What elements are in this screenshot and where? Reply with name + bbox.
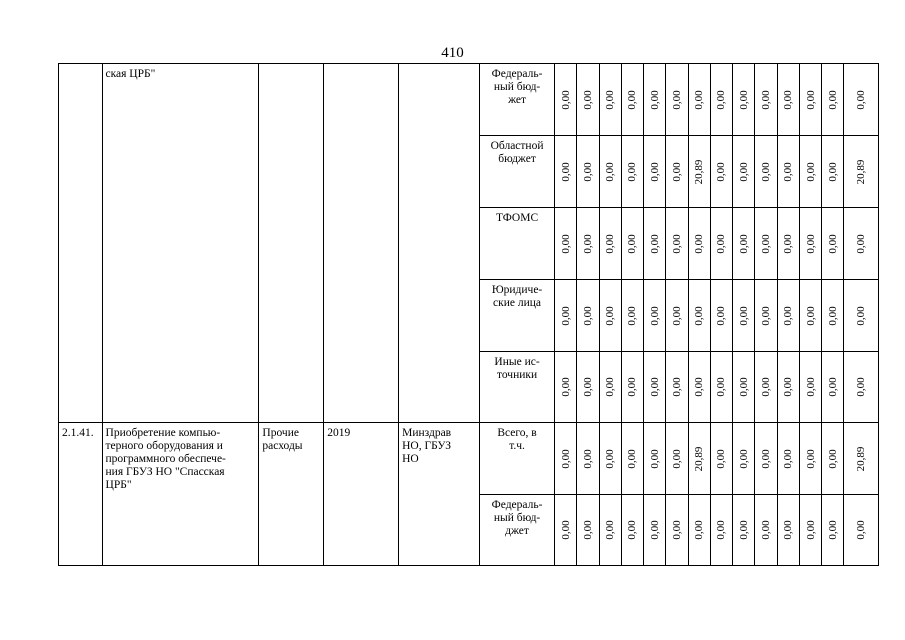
value-text: 0,00 [581, 161, 594, 182]
value-text: 0,00 [670, 89, 683, 110]
value-text: 0,00 [626, 305, 639, 326]
value-text: 0,00 [604, 89, 617, 110]
value-text: 0,00 [804, 448, 817, 469]
value-cell [710, 208, 732, 280]
value-text: 0,00 [855, 520, 868, 540]
category-cell [259, 423, 324, 566]
value-cell [777, 495, 799, 566]
value-cell [577, 136, 599, 208]
value-text: 0,00 [855, 233, 868, 254]
value-text: 0,00 [855, 89, 868, 110]
value-text: 0,00 [804, 89, 817, 110]
value-cell [688, 208, 710, 280]
value-text: 0,00 [559, 305, 572, 326]
value-cell [733, 64, 755, 136]
value-text: 0,00 [604, 233, 617, 254]
value-cell [644, 423, 666, 495]
value-cell [621, 423, 643, 495]
value-text: 0,00 [737, 520, 750, 540]
value-cell [777, 208, 799, 280]
value-cell [799, 495, 821, 566]
value-text: 0,00 [604, 305, 617, 326]
value-text: 0,00 [581, 233, 594, 254]
value-text: 0,00 [715, 233, 728, 254]
value-text: 0,00 [648, 520, 661, 540]
code-cell-text: 2.1.41. [62, 427, 94, 439]
value-cell [844, 64, 879, 136]
value-cell [599, 64, 621, 136]
value-cell [577, 64, 599, 136]
funding-source-cell-text: Федераль- ный бюд- жет [491, 68, 543, 106]
value-cell [599, 136, 621, 208]
name-cell-text: ская ЦРБ" [105, 68, 156, 80]
value-cell [621, 64, 643, 136]
value-cell [599, 208, 621, 280]
value-text: 0,00 [737, 161, 750, 182]
value-text: 0,00 [760, 89, 773, 110]
value-text: 0,00 [737, 89, 750, 110]
funding-source-cell [480, 208, 555, 280]
value-text: 0,00 [804, 161, 817, 182]
value-cell [822, 280, 844, 352]
value-text: 0,00 [804, 520, 817, 540]
value-text: 0,00 [855, 377, 868, 397]
value-text: 0,00 [670, 520, 683, 540]
value-cell [733, 352, 755, 423]
value-cell [755, 136, 777, 208]
value-cell [555, 280, 577, 352]
value-cell [799, 64, 821, 136]
value-cell [688, 495, 710, 566]
value-text: 20,89 [693, 159, 706, 184]
page-number: 410 [441, 45, 464, 61]
value-cell [621, 280, 643, 352]
value-text: 0,00 [782, 89, 795, 110]
category-cell [259, 64, 324, 423]
value-cell [666, 495, 688, 566]
value-cell [755, 423, 777, 495]
value-text: 0,00 [782, 305, 795, 326]
value-cell [555, 208, 577, 280]
funding-source-cell [480, 280, 555, 352]
value-cell [799, 208, 821, 280]
value-text: 0,00 [782, 520, 795, 540]
value-text: 0,00 [715, 161, 728, 182]
value-cell [710, 280, 732, 352]
value-cell [688, 423, 710, 495]
value-text: 0,00 [626, 520, 639, 540]
value-text: 0,00 [604, 377, 617, 397]
value-cell [599, 495, 621, 566]
value-text: 0,00 [626, 448, 639, 469]
value-text: 0,00 [804, 233, 817, 254]
value-cell [733, 495, 755, 566]
executor-cell-text: Минздрав НО, ГБУЗ НО [402, 427, 452, 465]
value-cell [777, 64, 799, 136]
value-cell [844, 495, 879, 566]
value-cell [710, 136, 732, 208]
value-text: 0,00 [604, 520, 617, 540]
value-cell [621, 208, 643, 280]
funding-source-cell [480, 423, 555, 495]
value-cell [666, 352, 688, 423]
funding-source-cell-text: Иные ис- точники [494, 356, 540, 381]
value-text: 0,00 [670, 377, 683, 397]
value-text: 0,00 [760, 305, 773, 326]
value-text: 0,00 [581, 448, 594, 469]
value-text: 0,00 [559, 233, 572, 254]
value-cell [822, 352, 844, 423]
budget-table [58, 63, 879, 566]
value-cell [799, 136, 821, 208]
value-cell [666, 280, 688, 352]
value-cell [666, 136, 688, 208]
value-text: 0,00 [715, 377, 728, 397]
funding-source-cell [480, 136, 555, 208]
value-text: 0,00 [737, 233, 750, 254]
value-cell [688, 280, 710, 352]
value-text: 0,00 [782, 448, 795, 469]
value-text: 0,00 [693, 89, 706, 110]
value-cell [577, 423, 599, 495]
value-cell [644, 136, 666, 208]
value-text: 0,00 [826, 377, 839, 397]
value-text: 0,00 [648, 233, 661, 254]
value-text: 0,00 [581, 305, 594, 326]
value-text: 0,00 [626, 89, 639, 110]
value-cell [688, 136, 710, 208]
value-text: 0,00 [737, 377, 750, 397]
value-text: 0,00 [737, 305, 750, 326]
value-cell [844, 136, 879, 208]
value-text: 0,00 [782, 161, 795, 182]
value-text: 0,00 [626, 233, 639, 254]
value-text: 0,00 [760, 233, 773, 254]
value-cell [710, 64, 732, 136]
value-cell [755, 280, 777, 352]
value-text: 0,00 [626, 377, 639, 397]
value-text: 0,00 [760, 377, 773, 397]
value-text: 0,00 [826, 89, 839, 110]
value-text: 0,00 [559, 377, 572, 397]
value-cell [710, 423, 732, 495]
value-cell [555, 64, 577, 136]
category-cell-text: Прочие расходы [262, 427, 303, 452]
value-cell [555, 423, 577, 495]
value-cell [799, 280, 821, 352]
value-cell [555, 495, 577, 566]
value-text: 0,00 [826, 233, 839, 254]
value-text: 0,00 [559, 448, 572, 469]
value-text: 20,89 [855, 159, 868, 184]
year-cell-text: 2019 [327, 427, 351, 439]
value-cell [844, 423, 879, 495]
value-cell [555, 352, 577, 423]
funding-source-cell [480, 352, 555, 423]
value-text: 0,00 [604, 448, 617, 469]
value-cell [755, 352, 777, 423]
value-cell [822, 495, 844, 566]
value-cell [755, 64, 777, 136]
value-cell [688, 352, 710, 423]
value-cell [777, 280, 799, 352]
name-cell [102, 64, 259, 423]
value-cell [621, 495, 643, 566]
value-text: 0,00 [693, 377, 706, 397]
value-text: 0,00 [715, 305, 728, 326]
value-cell [644, 352, 666, 423]
value-text: 0,00 [670, 161, 683, 182]
table-row [59, 64, 879, 136]
value-cell [666, 208, 688, 280]
name-cell [102, 423, 259, 566]
value-cell [599, 423, 621, 495]
value-cell [733, 280, 755, 352]
value-cell [644, 64, 666, 136]
value-text: 20,89 [693, 446, 706, 471]
value-text: 0,00 [804, 305, 817, 326]
executor-cell [399, 423, 480, 566]
value-text: 0,00 [782, 377, 795, 397]
executor-cell [399, 64, 480, 423]
value-text: 20,89 [855, 446, 868, 471]
value-text: 0,00 [715, 520, 728, 540]
value-cell [599, 280, 621, 352]
value-text: 0,00 [760, 161, 773, 182]
funding-source-cell-text: ТФОМС [495, 212, 539, 224]
value-text: 0,00 [715, 89, 728, 110]
value-text: 0,00 [826, 161, 839, 182]
value-cell [822, 208, 844, 280]
year-cell [324, 423, 399, 566]
value-text: 0,00 [826, 305, 839, 326]
value-cell [599, 352, 621, 423]
funding-source-cell-text: Областной бюджет [490, 140, 544, 165]
table-row [59, 423, 879, 495]
value-cell [666, 64, 688, 136]
funding-source-cell-text: Юридиче- ские лица [491, 284, 543, 309]
value-text: 0,00 [760, 520, 773, 540]
value-cell [644, 208, 666, 280]
value-text: 0,00 [648, 377, 661, 397]
name-cell-text: Приобретение компью- терного оборудования и программного обеспече- ния ГБУЗ НО "Спасская ЦРБ" [105, 427, 226, 491]
value-cell [777, 352, 799, 423]
value-text: 0,00 [826, 520, 839, 540]
value-text: 0,00 [670, 305, 683, 326]
value-cell [733, 136, 755, 208]
value-text: 0,00 [626, 161, 639, 182]
value-cell [621, 352, 643, 423]
code-cell [59, 423, 103, 566]
value-cell [644, 495, 666, 566]
value-cell [822, 136, 844, 208]
value-text: 0,00 [737, 448, 750, 469]
value-cell [799, 352, 821, 423]
code-cell [59, 64, 103, 423]
funding-source-cell [480, 64, 555, 136]
value-cell [666, 423, 688, 495]
value-text: 0,00 [559, 89, 572, 110]
value-text: 0,00 [581, 89, 594, 110]
value-cell [822, 64, 844, 136]
value-text: 0,00 [670, 448, 683, 469]
value-text: 0,00 [648, 305, 661, 326]
value-cell [710, 495, 732, 566]
value-text: 0,00 [581, 520, 594, 540]
value-text: 0,00 [581, 377, 594, 397]
value-cell [577, 208, 599, 280]
value-cell [555, 136, 577, 208]
value-text: 0,00 [648, 89, 661, 110]
value-cell [755, 208, 777, 280]
value-text: 0,00 [604, 161, 617, 182]
value-text: 0,00 [693, 305, 706, 326]
value-text: 0,00 [559, 520, 572, 540]
value-text: 0,00 [826, 448, 839, 469]
value-text: 0,00 [855, 305, 868, 326]
value-cell [733, 208, 755, 280]
value-text: 0,00 [782, 233, 795, 254]
value-cell [688, 64, 710, 136]
value-cell [621, 136, 643, 208]
value-cell [844, 208, 879, 280]
funding-source-cell-text: Всего, в т.ч. [497, 427, 537, 452]
funding-source-cell [480, 495, 555, 566]
value-cell [710, 352, 732, 423]
value-cell [822, 423, 844, 495]
value-cell [844, 280, 879, 352]
value-text: 0,00 [559, 161, 572, 182]
value-text: 0,00 [648, 448, 661, 469]
value-text: 0,00 [670, 233, 683, 254]
value-cell [577, 495, 599, 566]
year-cell [324, 64, 399, 423]
value-text: 0,00 [804, 377, 817, 397]
value-text: 0,00 [648, 161, 661, 182]
value-text: 0,00 [760, 448, 773, 469]
value-cell [755, 495, 777, 566]
value-text: 0,00 [715, 448, 728, 469]
value-cell [777, 136, 799, 208]
value-cell [799, 423, 821, 495]
value-cell [844, 352, 879, 423]
value-cell [733, 423, 755, 495]
funding-source-cell-text: Федераль- ный бюд- джет [491, 499, 543, 537]
value-cell [644, 280, 666, 352]
value-cell [577, 352, 599, 423]
value-text: 0,00 [693, 233, 706, 254]
value-cell [577, 280, 599, 352]
value-cell [777, 423, 799, 495]
value-text: 0,00 [693, 520, 706, 540]
